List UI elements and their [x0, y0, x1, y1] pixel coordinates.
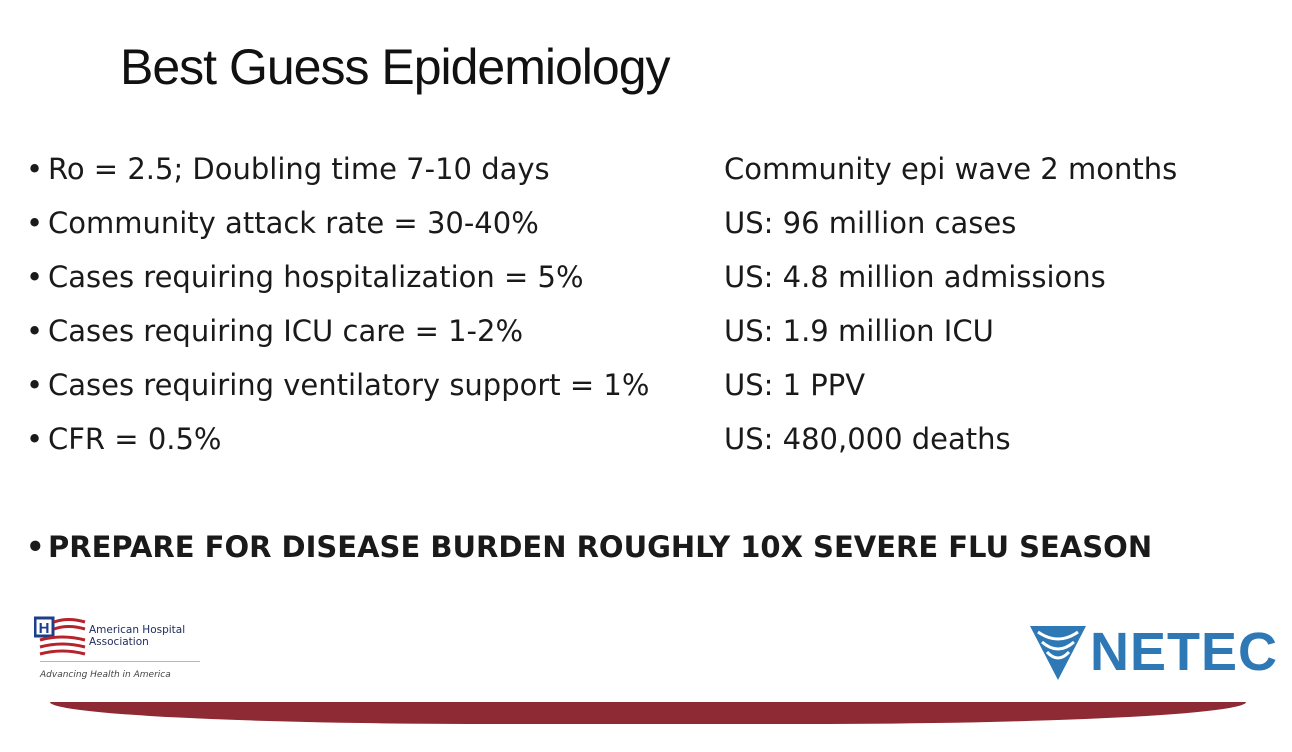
bullet: •	[26, 314, 44, 348]
us-estimate: US: 96 million cases	[724, 206, 1017, 240]
us-estimate: US: 1 PPV	[724, 368, 866, 402]
list-item	[26, 419, 1286, 459]
list-item	[26, 257, 1286, 297]
aha-name-line2: Association	[89, 636, 149, 648]
epi-parameter: Cases requiring ventilatory support = 1%	[48, 368, 650, 402]
divider	[40, 661, 200, 662]
netec-shield-icon	[1028, 622, 1088, 682]
epi-parameter: Community attack rate = 30-40%	[48, 206, 539, 240]
list-item	[26, 203, 1286, 243]
epi-parameter: CFR = 0.5%	[48, 422, 222, 456]
bullet: •	[26, 260, 44, 294]
bullet: •	[26, 152, 44, 186]
epi-parameter: Ro = 2.5; Doubling time 7-10 days	[48, 152, 550, 186]
us-estimate: Community epi wave 2 months	[724, 152, 1178, 186]
list-item	[26, 311, 1286, 351]
aha-flag-icon	[34, 614, 86, 660]
list-item	[26, 149, 1286, 189]
aha-tagline: Advancing Health in America	[40, 670, 171, 680]
epi-parameter: Cases requiring ICU care = 1-2%	[48, 314, 524, 348]
svg-text:H: H	[38, 620, 50, 637]
bullet: •	[26, 422, 44, 456]
slide-title: Best Guess Epidemiology	[120, 39, 670, 95]
aha-name-line1: American Hospital	[89, 624, 186, 636]
netec-wordmark: NETEC	[1090, 622, 1279, 682]
key-message	[26, 527, 1152, 567]
bullet: •	[26, 530, 45, 564]
aha-logo	[34, 614, 204, 690]
us-estimate: US: 1.9 million ICU	[724, 314, 994, 348]
key-message-text: PREPARE FOR DISEASE BURDEN ROUGHLY 10X SEVERE FLU SEASON	[48, 530, 1153, 564]
bullet: •	[26, 368, 44, 402]
us-estimate: US: 4.8 million admissions	[724, 260, 1106, 294]
footer-bar	[50, 702, 1246, 724]
aha-name	[89, 624, 185, 648]
netec-logo	[1028, 620, 1278, 684]
us-estimate: US: 480,000 deaths	[724, 422, 1011, 456]
list-item	[26, 365, 1286, 405]
bullet: •	[26, 206, 44, 240]
epi-parameter: Cases requiring hospitalization = 5%	[48, 260, 584, 294]
